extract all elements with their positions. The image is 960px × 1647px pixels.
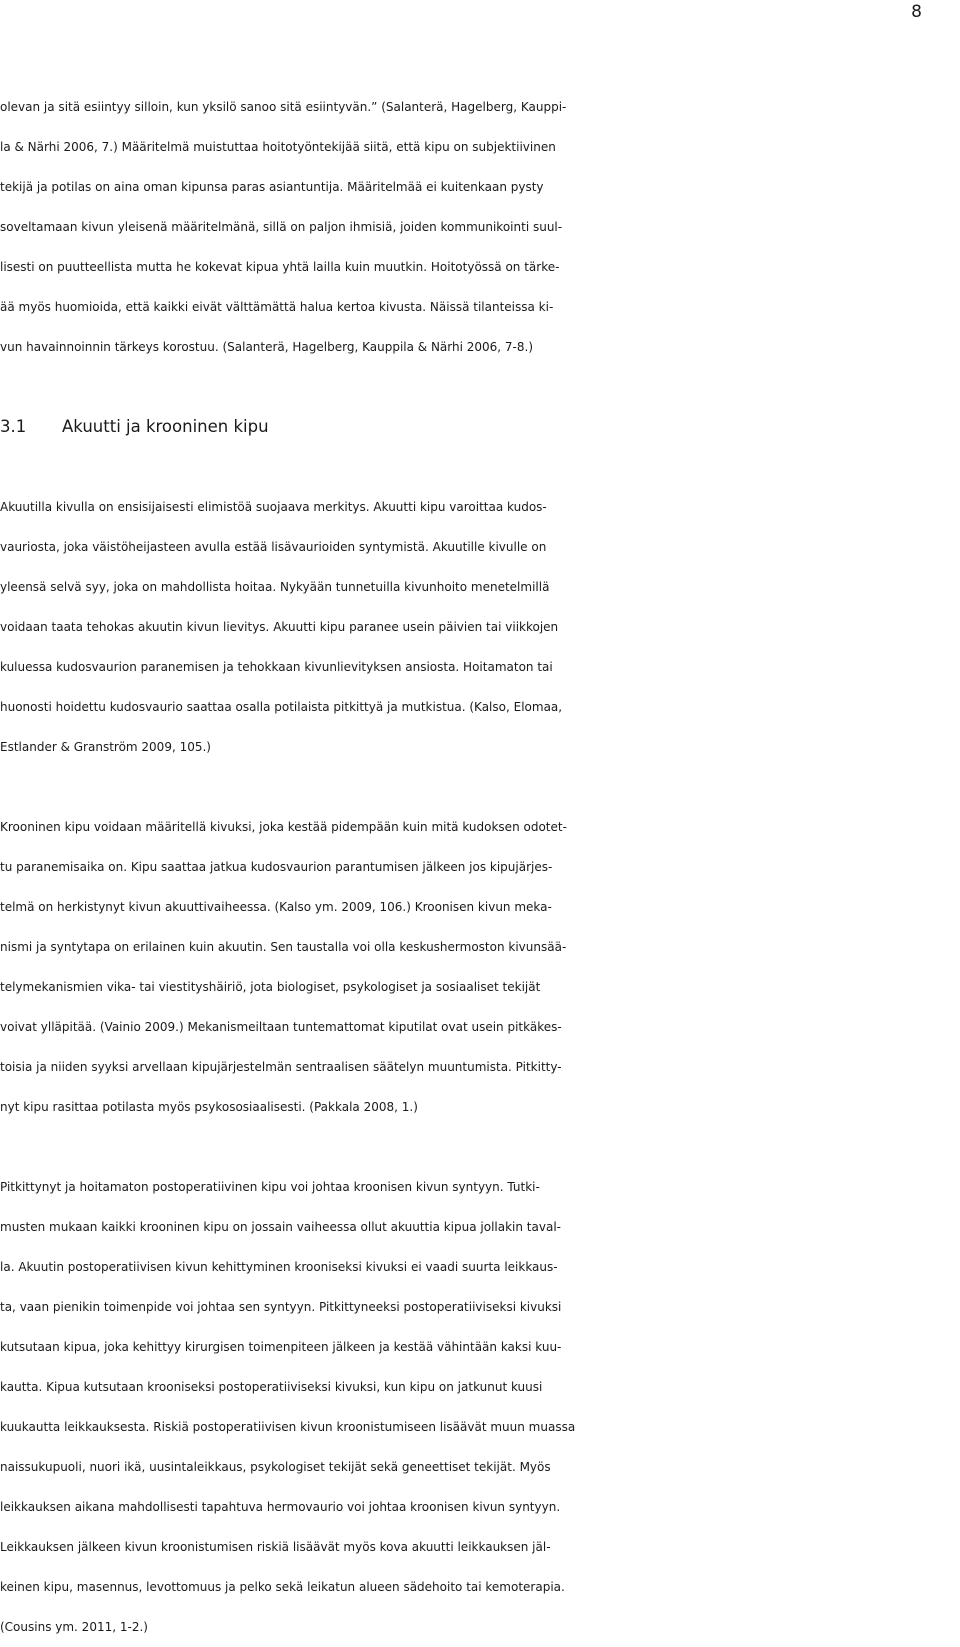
text-line: kuluessa kudosvaurion paranemisen ja tehokkaan kivunlievityksen ansiosta. Hoitamaton tai (0, 660, 553, 674)
page-body (0, 87, 930, 1647)
text-line: la. Akuutin postoperatiivisen kivun kehittyminen krooniseksi kivuksi ei vaadi suurta leikkaus- (0, 1260, 558, 1274)
text-line: Estlander & Granström 2009, 105.) (0, 740, 211, 754)
paragraph-3 (0, 807, 930, 1127)
paragraph-4 (0, 1167, 930, 1647)
text-line: toisia ja niiden syyksi arvellaan kipujärjestelmän sentraalisen säätelyn muuntumista. Pitkitty- (0, 1060, 562, 1074)
text-line: olevan ja sitä esiintyy silloin, kun yksilö sanoo sitä esiintyvän.” (Salanterä, Hagelberg, Kauppi- (0, 100, 567, 114)
text-line: vauriosta, joka väistöheijasteen avulla estää lisävaurioiden syntymistä. Akuutille kivulle on (0, 540, 547, 554)
text-line: Pitkittynyt ja hoitamaton postoperatiivinen kipu voi johtaa kroonisen kivun syntyyn. Tutki- (0, 1180, 540, 1194)
text-line: lisesti on puutteellista mutta he kokevat kipua yhtä lailla kuin muutkin. Hoitotyössä on tärke- (0, 260, 560, 274)
text-line: telmä on herkistynyt kivun akuuttivaiheessa. (Kalso ym. 2009, 106.) Kroonisen kivun meka- (0, 900, 552, 914)
text-line: telymekanismien vika- tai viestityshäiriö, jota biologiset, psykologiset ja sosiaaliset tekijät (0, 980, 541, 994)
text-line: ta, vaan pienikin toimenpide voi johtaa sen syntyyn. Pitkittyneeksi postoperatiiviseksi kivuksi (0, 1300, 562, 1314)
text-line: Akuutilla kivulla on ensisijaisesti elimistöä suojaava merkitys. Akuutti kipu varoittaa kudos- (0, 500, 547, 514)
text-line: yleensä selvä syy, joka on mahdollista hoitaa. Nykyään tunnetuilla kivunhoito menetelmillä (0, 580, 550, 594)
spacer (0, 367, 930, 407)
text-line: huonosti hoidettu kudosvaurio saattaa osalla potilaista pitkittyä ja mutkistua. (Kalso, Elomaa, (0, 700, 563, 714)
text-line: la & Närhi 2006, 7.) Määritelmä muistuttaa hoitotyöntekijää siitä, että kipu on subjektiivinen (0, 140, 556, 154)
text-line: voivat ylläpitää. (Vainio 2009.) Mekanismeiltaan tuntemattomat kiputilat ovat usein pitkäkes- (0, 1020, 562, 1034)
text-line: soveltamaan kivun yleisenä määritelmänä, sillä on paljon ihmisiä, joiden kommunikointi suul- (0, 220, 563, 234)
text-line: musten mukaan kaikki krooninen kipu on jossain vaiheessa ollut akuuttia kipua jollakin taval- (0, 1220, 561, 1234)
text-line: nismi ja syntytapa on erilainen kuin akuutin. Sen taustalla voi olla keskushermoston kivunsää- (0, 940, 567, 954)
text-line: Krooninen kipu voidaan määritellä kivuksi, joka kestää pidempään kuin mitä kudoksen odotet- (0, 820, 567, 834)
text-line: Leikkauksen jälkeen kivun kroonistumisen riskiä lisäävät myös kova akuutti leikkauksen jäl- (0, 1540, 551, 1554)
text-line: kautta. Kipua kutsutaan krooniseksi postoperatiiviseksi kivuksi, kun kipu on jatkunut kuusi (0, 1380, 543, 1394)
section-number: 3.1 (0, 417, 27, 436)
text-line: ää myös huomioida, että kaikki eivät välttämättä halua kertoa kivusta. Näissä tilanteissa ki- (0, 300, 554, 314)
paragraph-2 (0, 487, 930, 767)
text-line: tekijä ja potilas on aina oman kipunsa paras asiantuntija. Määritelmää ei kuitenkaan pysty (0, 180, 544, 194)
section-title: Akuutti ja krooninen kipu (62, 417, 269, 436)
text-line: vun havainnoinnin tärkeys korostuu. (Salanterä, Hagelberg, Kauppila & Närhi 2006, 7-8.) (0, 340, 534, 354)
text-line: kutsutaan kipua, joka kehittyy kirurgisen toimenpiteen jälkeen ja kestää vähintään kaksi kuu- (0, 1340, 562, 1354)
text-line: kuukautta leikkauksesta. Riskiä postoperatiivisen kivun kroonistumiseen lisäävät muun muassa (0, 1420, 576, 1434)
spacer (0, 447, 930, 487)
text-line: voidaan taata tehokas akuutin kivun lievitys. Akuutti kipu paranee usein päivien tai viikkojen (0, 620, 559, 634)
text-line: nyt kipu rasittaa potilasta myös psykososiaalisesti. (Pakkala 2008, 1.) (0, 1100, 418, 1114)
text-line: (Cousins ym. 2011, 1-2.) (0, 1620, 148, 1634)
paragraph-1 (0, 87, 930, 367)
spacer (0, 767, 930, 807)
text-line: tu paranemisaika on. Kipu saattaa jatkua kudosvaurion parantumisen jälkeen jos kipujärjes- (0, 860, 553, 874)
text-line: leikkauksen aikana mahdollisesti tapahtuva hermovaurio voi johtaa kroonisen kivun syntyyn. (0, 1500, 561, 1514)
text-line: naissukupuoli, nuori ikä, uusintaleikkaus, psykologiset tekijät sekä geneettiset tekijät. Myös (0, 1460, 551, 1474)
spacer (0, 1127, 930, 1167)
section-heading (0, 407, 930, 447)
text-line: keinen kipu, masennus, levottomuus ja pelko sekä leikatun alueen sädehoito tai kemoterapia. (0, 1580, 565, 1594)
page-number: 8 (911, 2, 922, 22)
